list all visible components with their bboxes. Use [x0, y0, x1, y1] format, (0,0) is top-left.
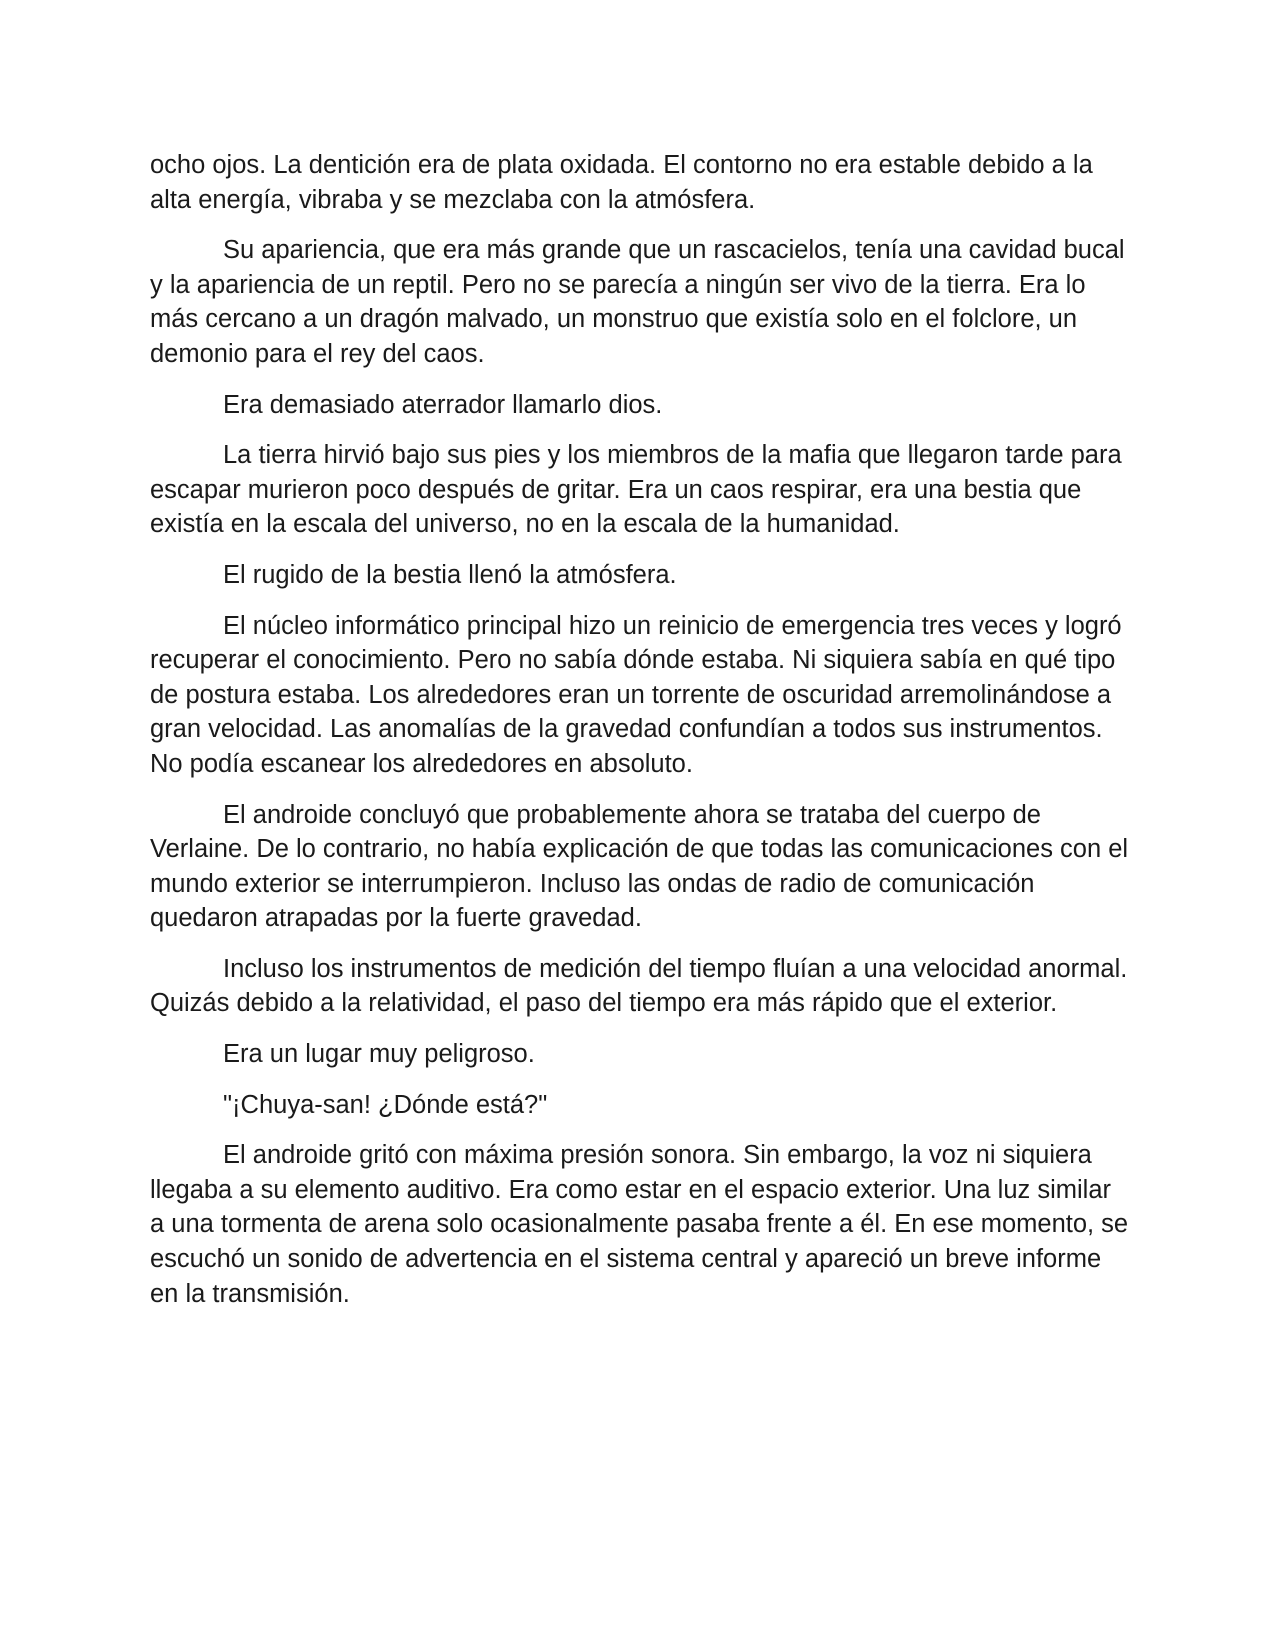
paragraph: El núcleo informático principal hizo un reinicio de emergencia tres veces y logró recuperar el conocimiento. Pero no sabía dónde estaba. Ni siquiera sabía en qué tipo de postura estaba. Los alrededores eran un torrente de oscuridad arremolinándose a gran velocidad. Las anomalías de la gravedad confundían a todos sus instrumentos. No podía escanear los alrededores en absoluto. — [150, 611, 1122, 778]
paragraph: El rugido de la bestia llenó la atmósfera. — [223, 560, 677, 589]
paragraph: Incluso los instrumentos de medición del tiempo fluían a una velocidad anormal. Quizás debido a la relatividad, el paso del tiempo era más rápido que el exterior. — [150, 954, 1128, 1018]
document-page — [150, 148, 1130, 1327]
paragraph: El androide concluyó que probablemente ahora se trataba del cuerpo de Verlaine. De lo contrario, no había explicación de que todas las comunicaciones con el mundo exterior se interrumpieron. Incluso las ondas de radio de comunicación quedaron atrapadas por la fuerte gravedad. — [150, 800, 1129, 933]
paragraph: Era un lugar muy peligroso. — [223, 1040, 535, 1069]
dialogue-paragraph: "¡Chuya-san! ¿Dónde está?" — [223, 1090, 548, 1119]
paragraph: ocho ojos. La dentición era de plata oxidada. El contorno no era estable debido a la alta energía, vibraba y se mezclaba con la atmósfera. — [150, 151, 1093, 214]
paragraph: Era demasiado aterrador llamarlo dios. — [223, 390, 663, 419]
paragraph: El androide gritó con máxima presión sonora. Sin embargo, la voz ni siquiera llegaba a su elemento auditivo. Era como estar en el espacio exterior. Una luz similar a una tormenta de arena solo ocasionalmente pasaba frente a él. En ese momento, se escuchó un sonido de advertencia en el sistema central y apareció un breve informe en la transmisión. — [150, 1141, 1129, 1308]
paragraph: Su apariencia, que era más grande que un rascacielos, tenía una cavidad bucal y la apariencia de un reptil. Pero no se parecía a ningún ser vivo de la tierra. Era lo más cercano a un dragón malvado, un monstruo que existía solo en el folclore, un demonio para el rey del caos. — [150, 236, 1125, 368]
paragraph: La tierra hirvió bajo sus pies y los miembros de la mafia que llegaron tarde para escapar murieron poco después de gritar. Era un caos respirar, era una bestia que existía en la escala del universo, no en la escala de la humanidad. — [150, 441, 1122, 539]
